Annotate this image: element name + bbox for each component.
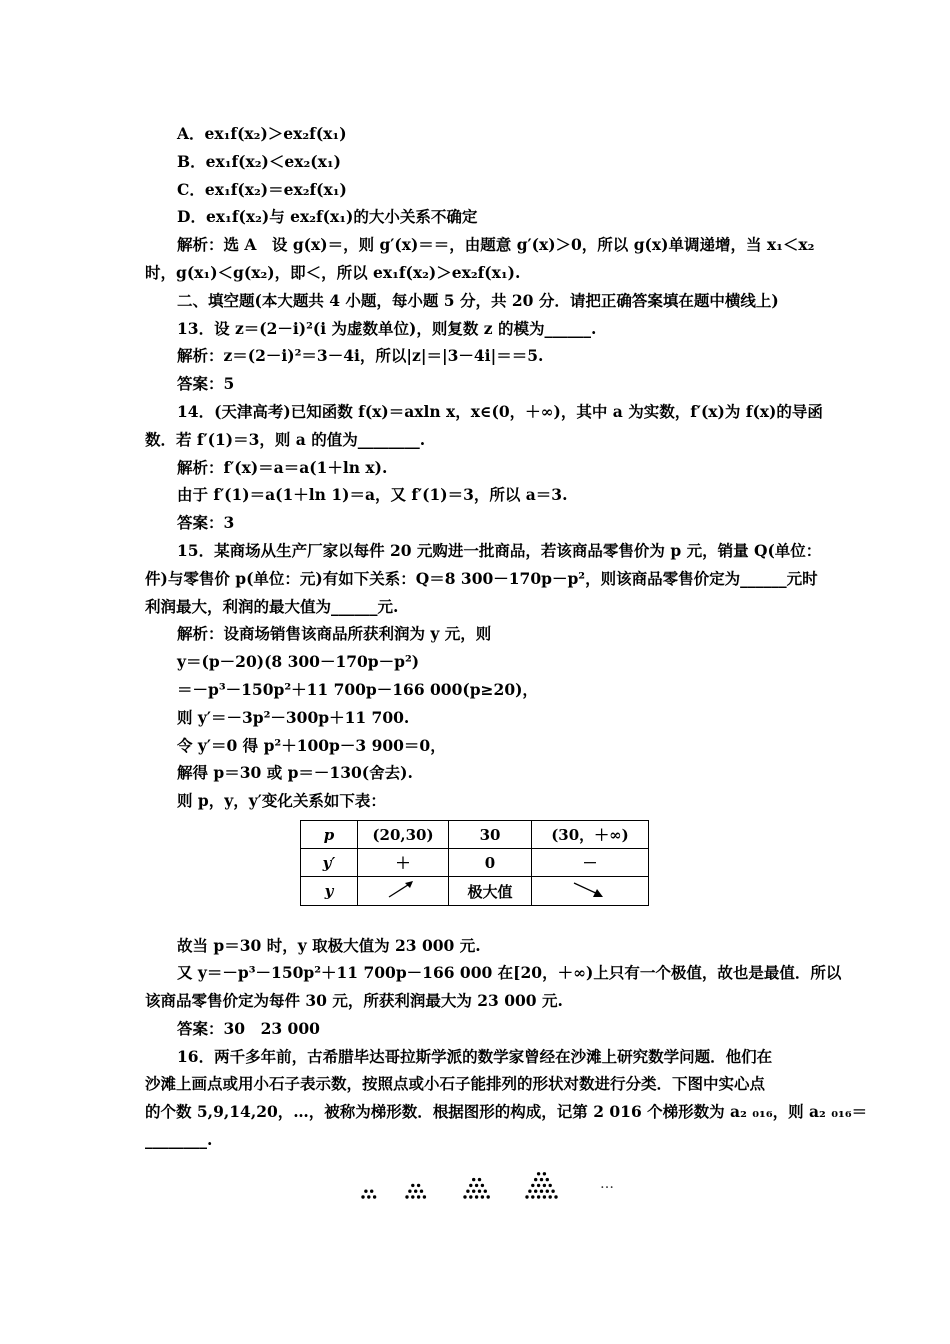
figure-dot: [540, 1178, 543, 1181]
figure-dot: [534, 1178, 537, 1181]
table-cell: 0: [449, 849, 532, 877]
figure-ellipsis: …: [600, 1176, 614, 1192]
increasing-arrow-icon: [383, 877, 423, 901]
figure-dot: [361, 1195, 364, 1198]
q15-answer: 答案：30 23 000: [177, 1019, 320, 1038]
choice-b: B．ex₁f(x₂)＜ex₂(x₁): [177, 152, 341, 171]
figure-dot: [411, 1195, 414, 1198]
figure-dot: [478, 1178, 481, 1181]
q14-analysis-line2: 由于 f′(1)＝a(1＋ln 1)＝a，又 f′(1)＝3，所以 a＝3.: [177, 485, 568, 504]
figure-dot: [546, 1178, 549, 1181]
figure-dot: [528, 1190, 531, 1193]
q13-question: 13．设 z＝(2－i)²(i 为虚数单位)，则复数 z 的模为______.: [177, 319, 597, 338]
q14-question-line2: 数．若 f′(1)＝3，则 a 的值为________.: [145, 430, 426, 449]
figure-dot: [466, 1190, 469, 1193]
figure-dot: [481, 1195, 484, 1198]
q15-analysis-line4: 则 y′＝－3p²－300p＋11 700.: [177, 708, 410, 727]
figure-dot: [525, 1195, 528, 1198]
figure-dot: [417, 1184, 420, 1187]
q15-conclusion-line3: 该商品零售价定为每件 30 元，所获利润最大为 23 000 元.: [145, 991, 563, 1010]
q14-source: (天津高考): [214, 402, 291, 421]
figure-dot: [540, 1190, 543, 1193]
table-cell: p: [301, 821, 358, 849]
figure-dot: [423, 1195, 426, 1198]
q15-analysis-line7: 则 p，y，y′变化关系如下表：: [177, 791, 386, 810]
q14-question-text: 已知函数 f(x)＝axln x，x∈(0，＋∞)，其中 a 为实数，f′(x)为 f(x)的导函: [290, 402, 823, 421]
q14-question-line1: 14．(天津高考)已知函数 f(x)＝axln x，x∈(0，＋∞)，其中 a 为实数，f′(x)为 f(x)的导函: [177, 402, 823, 421]
choice-c: C．ex₁f(x₂)＝ex₂f(x₁): [177, 180, 347, 199]
figure-dot: [481, 1184, 484, 1187]
figure-dot: [463, 1195, 466, 1198]
q16-line3: 的个数 5,9,14,20，…，被称为梯形数．根据图形的构成，记第 2 016 个梯形数为 a₂ ₀₁₆，则 a₂ ₀₁₆＝: [145, 1102, 868, 1121]
decreasing-arrow-icon: [568, 877, 612, 901]
table-row: [301, 849, 649, 877]
table-cell: [532, 877, 649, 906]
q14-analysis-line1: 解析：f′(x)＝a＝a(1＋ln x).: [177, 458, 388, 477]
figure-dot: [420, 1190, 423, 1193]
q15-question-line2: 件)与零售价 p(单位：元)有如下关系：Q＝8 300－170p－p²，则该商品零售价定为______元时: [145, 569, 818, 588]
figure-dot: [543, 1184, 546, 1187]
q15-analysis-line1: 解析：设商场销售该商品所获利润为 y 元，则: [177, 624, 492, 643]
figure-dot: [537, 1172, 540, 1175]
q15-analysis-line2: y＝(p－20)(8 300－170p－p²): [177, 652, 420, 671]
figure-dot: [475, 1184, 478, 1187]
figure-dot: [414, 1190, 417, 1193]
figure-dot: [551, 1190, 554, 1193]
figure-dot: [534, 1190, 537, 1193]
table-cell: (20,30): [358, 821, 449, 849]
figure-dot: [469, 1195, 472, 1198]
q16-line4: ________.: [145, 1130, 213, 1149]
q16-line2: 沙滩上画点或用小石子表示数，按照点或小石子能排列的形状对数进行分类．下图中实心点: [145, 1074, 766, 1093]
table-cell: ＋: [358, 849, 449, 877]
q15-analysis-line5: 令 y′＝0 得 p²＋100p－3 900＝0，: [177, 736, 446, 755]
figure-dot: [367, 1195, 370, 1198]
figure-dot: [543, 1195, 546, 1198]
q12-analysis-line1: 解析：选 A 设 g(x)＝，则 g′(x)＝＝，由题意 g′(x)＞0，所以 g(x)单调递增，当 x₁＜x₂: [177, 235, 815, 254]
q15-question-line1: 15．某商场从生产厂家以每件 20 元购进一批商品，若该商品零售价为 p 元，销量 Q(单位：: [177, 541, 822, 560]
figure-dot: [531, 1195, 534, 1198]
figure-dot: [364, 1190, 367, 1193]
q15-analysis-line6: 解得 p＝30 或 p＝－130(舍去).: [177, 763, 413, 782]
figure-dot: [531, 1184, 534, 1187]
q13-analysis: 解析：z＝(2－i)²＝3－4i，所以|z|＝|3－4i|＝＝5.: [177, 346, 544, 365]
q16-line1: 16．两千多年前，古希腊毕达哥拉斯学派的数学家曾经在沙滩上研究数学问题．他们在: [177, 1047, 773, 1066]
figure-dot: [408, 1190, 411, 1193]
figure-dot: [405, 1195, 408, 1198]
figure-dot: [487, 1195, 490, 1198]
table-cell: [358, 877, 449, 906]
table-cell: －: [532, 849, 649, 877]
figure-dot: [370, 1190, 373, 1193]
figure-dot: [537, 1195, 540, 1198]
trapezoid-dots-diagram: [355, 1160, 635, 1205]
figure-dot: [543, 1172, 546, 1175]
q15-analysis-line3: ＝－p³－150p²＋11 700p－166 000(p≥20)，: [177, 680, 538, 699]
figure-dot: [469, 1184, 472, 1187]
figure-dot: [478, 1190, 481, 1193]
q15-conclusion-line2: 又 y＝－p³－150p²＋11 700p－166 000 在[20，＋∞)上只有一个极值，故也是最值．所以: [177, 963, 842, 982]
figure-dot: [475, 1195, 478, 1198]
table-row: [301, 821, 649, 849]
q13-answer: 答案：5: [177, 374, 235, 393]
q12-analysis-line2: 时，g(x₁)＜g(x₂)，即＜，所以 ex₁f(x₂)＞ex₂f(x₁).: [145, 263, 521, 282]
figure-dot: [549, 1184, 552, 1187]
variation-table: [300, 820, 649, 906]
choice-d: D．ex₁f(x₂)与 ex₂f(x₁)的大小关系不确定: [177, 207, 478, 226]
figure-dot: [549, 1195, 552, 1198]
figure-dot: [411, 1184, 414, 1187]
figure-dot: [484, 1190, 487, 1193]
trapezoid-numbers-figure: [355, 1160, 635, 1205]
table-row: [301, 877, 649, 906]
figure-dot: [417, 1195, 420, 1198]
choice-a: A．ex₁f(x₂)＞ex₂f(x₁): [177, 124, 347, 143]
table-cell: y: [301, 877, 358, 906]
figure-dot: [373, 1195, 376, 1198]
q14-answer: 答案：3: [177, 513, 235, 532]
figure-dot: [546, 1190, 549, 1193]
figure-dot: [472, 1190, 475, 1193]
table-cell: 30: [449, 821, 532, 849]
q15-question-line3: 利润最大，利润的最大值为______元.: [145, 597, 399, 616]
section-heading: 二、填空题(本大题共 4 小题，每小题 5 分，共 20 分．请把正确答案填在题中横线上): [177, 291, 779, 310]
figure-dot: [537, 1184, 540, 1187]
table-cell: (30，＋∞): [532, 821, 649, 849]
figure-dot: [472, 1178, 475, 1181]
table-cell: 极大值: [449, 877, 532, 906]
table-cell: y′: [301, 849, 358, 877]
q15-conclusion-line1: 故当 p＝30 时，y 取极大值为 23 000 元.: [177, 936, 481, 955]
figure-dot: [554, 1195, 557, 1198]
